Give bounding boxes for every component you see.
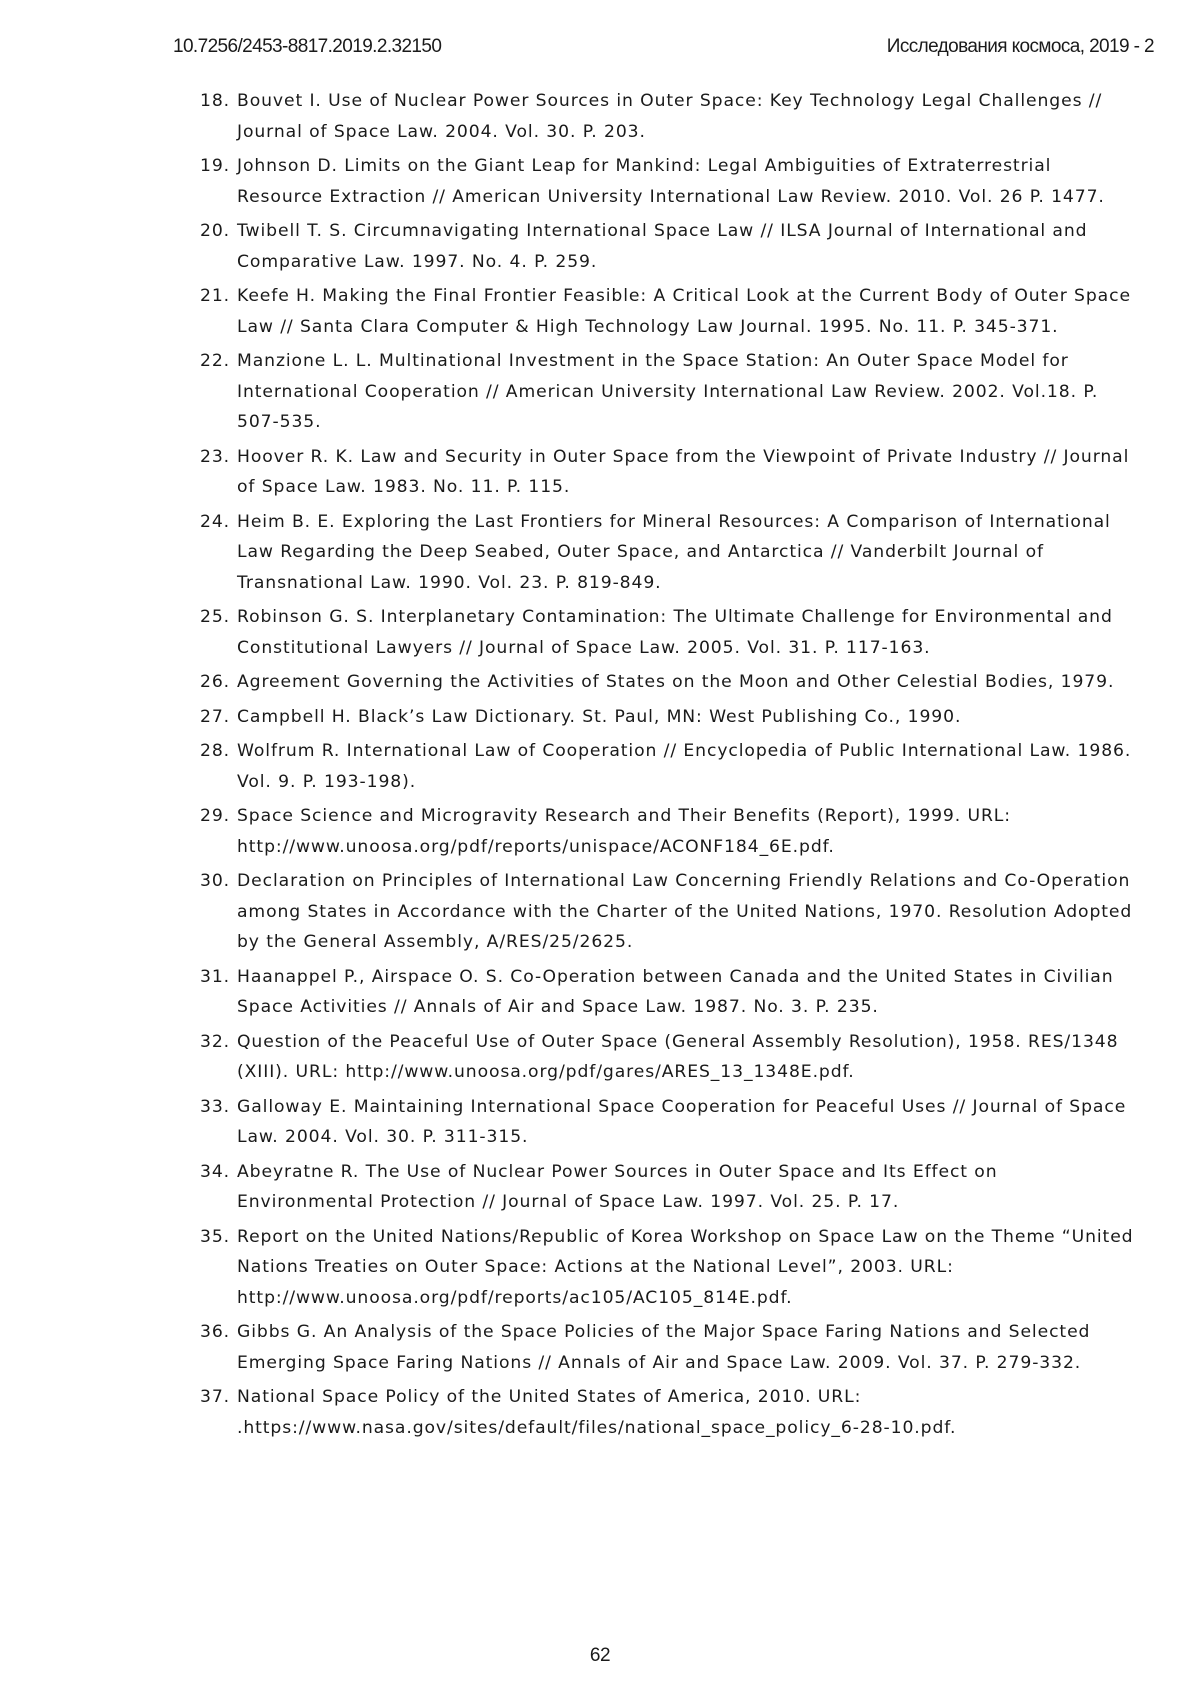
reference-number: 21. — [200, 286, 231, 306]
page-number: 62 — [589, 1645, 611, 1666]
reference-item — [200, 1157, 1140, 1218]
header-journal-title: Исследования космоса, 2019 - 2 — [886, 36, 1154, 57]
reference-text: Robinson G. S. Interplanetary Contamination: The Ultimate Challenge for Environmental and Constitutional Lawyers // Journal of Space Law. 2005. Vol. 31. P. 117-163. — [237, 607, 1113, 658]
reference-text: Agreement Governing the Activities of States on the Moon and Other Celestial Bodies, 1979. — [237, 672, 1115, 692]
reference-text: Galloway E. Maintaining International Space Cooperation for Peaceful Uses // Journal of Space Law. 2004. Vol. 30. P. 311-315. — [237, 1096, 1127, 1147]
reference-number: 32. — [200, 1031, 231, 1052]
reference-item — [200, 216, 1140, 277]
reference-text: Heim B. E. Exploring the Last Frontiers for Mineral Resources: A Comparison of International Law Regarding the Deep Seabed, Outer Space, and Antarctica // Vanderbilt Journal of Transnational Law. 1990. Vol. 23. P. 819-849. — [237, 511, 1111, 593]
reference-item — [200, 602, 1140, 663]
reference-text: National Space Policy of the United States of America, 2010. URL: .https://www.nasa.gov/sites/default/files/national_space_policy_6-28-10.pdf. — [237, 1387, 957, 1438]
reference-number: 26. — [200, 672, 231, 692]
reference-number: 33. — [200, 1096, 231, 1117]
reference-number: 24. — [200, 511, 231, 532]
reference-item — [200, 866, 1140, 958]
reference-item — [200, 442, 1140, 503]
reference-item — [200, 962, 1140, 1023]
reference-number: 35. — [200, 1226, 231, 1247]
reference-item — [200, 1092, 1140, 1153]
reference-number: 31. — [200, 966, 231, 987]
reference-text: Gibbs G. An Analysis of the Space Policies of the Major Space Faring Nations and Selected Emerging Space Faring Nations // Annals of Air and Space Law. 2009. Vol. 37. P. 279-332. — [237, 1322, 1091, 1373]
reference-text: Bouvet I. Use of Nuclear Power Sources in Outer Space: Key Technology Legal Challenges // Journal of Space Law. 2004. Vol. 30. P. 203. — [237, 91, 1103, 142]
reference-number: 18. — [200, 91, 231, 111]
reference-number: 25. — [200, 607, 231, 627]
reference-item — [200, 346, 1140, 438]
reference-item — [200, 667, 1140, 698]
reference-text: Abeyratne R. The Use of Nuclear Power Sources in Outer Space and Its Effect on Environmental Protection // Journal of Space Law. 1997. Vol. 25. P. 17. — [237, 1161, 998, 1212]
reference-text: Space Science and Microgravity Research and Their Benefits (Report), 1999. URL: http://www.unoosa.org/pdf/reports/unispace/ACONF184_6E.pdf. — [237, 806, 1011, 857]
reference-number: 34. — [200, 1161, 231, 1182]
reference-item — [200, 1382, 1140, 1443]
reference-number: 27. — [200, 706, 231, 727]
reference-list — [200, 86, 1140, 1447]
reference-number: 29. — [200, 806, 231, 826]
reference-number: 36. — [200, 1322, 231, 1342]
reference-text: Wolfrum R. International Law of Cooperation // Encyclopedia of Public International Law. 1986. Vol. 9. P. 193-198). — [237, 741, 1132, 792]
reference-text: Johnson D. Limits on the Giant Leap for Mankind: Legal Ambiguities of Extraterrestrial Resource Extraction // American University International Law Review. 2010. Vol. 26 P. 1477. — [237, 156, 1105, 207]
reference-text: Report on the United Nations/Republic of Korea Workshop on Space Law on the Theme “United Nations Treaties on Outer Space: Actions at the National Level”, 2003. URL: http://www.unoosa.org/pdf/reports/ac105/AC105_814E.pdf. — [237, 1226, 1134, 1308]
reference-text: Question of the Peaceful Use of Outer Space (General Assembly Resolution), 1958. RES/1348 (XIII). URL: http://www.unoosa.org/pdf/gares/ARES_13_1348E.pdf. — [237, 1031, 1119, 1082]
reference-number: 23. — [200, 446, 231, 467]
reference-item — [200, 801, 1140, 862]
reference-number: 19. — [200, 156, 231, 176]
reference-item — [200, 281, 1140, 342]
reference-item — [200, 1222, 1140, 1314]
reference-number: 22. — [200, 351, 231, 371]
reference-text: Hoover R. K. Law and Security in Outer Space from the Viewpoint of Private Industry // Journal of Space Law. 1983. No. 11. P. 115. — [237, 446, 1130, 497]
reference-item — [200, 507, 1140, 599]
reference-item — [200, 1027, 1140, 1088]
reference-text: Campbell H. Black’s Law Dictionary. St. Paul, MN: West Publishing Co., 1990. — [237, 706, 962, 727]
reference-text: Twibell T. S. Circumnavigating International Space Law // ILSA Journal of International and Comparative Law. 1997. No. 4. P. 259. — [237, 221, 1088, 272]
reference-text: Declaration on Principles of International Law Concerning Friendly Relations and Co-Operation among States in Accordance with the Charter of the United Nations, 1970. Resolution Adopted by the General Assembly, A/RES/25/2625. — [237, 871, 1133, 952]
reference-number: 30. — [200, 871, 231, 891]
reference-number: 20. — [200, 221, 231, 241]
reference-item — [200, 151, 1140, 212]
reference-item — [200, 1317, 1140, 1378]
reference-text: Manzione L. L. Multinational Investment in the Space Station: An Outer Space Model for International Cooperation // American University International Law Review. 2002. Vol.18. P. 507-535. — [237, 351, 1099, 432]
header-doi: 10.7256/2453-8817.2019.2.32150 — [173, 36, 442, 57]
reference-item — [200, 736, 1140, 797]
reference-item — [200, 86, 1140, 147]
reference-text: Keefe H. Making the Final Frontier Feasible: A Critical Look at the Current Body of Outer Space Law // Santa Clara Computer & High Technology Law Journal. 1995. No. 11. P. 345-371. — [237, 286, 1131, 337]
reference-number: 37. — [200, 1387, 231, 1407]
reference-number: 28. — [200, 741, 231, 761]
reference-text: Haanappel P., Airspace O. S. Co-Operation between Canada and the United States in Civilian Space Activities // Annals of Air and Space Law. 1987. No. 3. P. 235. — [237, 966, 1114, 1017]
reference-item — [200, 702, 1140, 733]
